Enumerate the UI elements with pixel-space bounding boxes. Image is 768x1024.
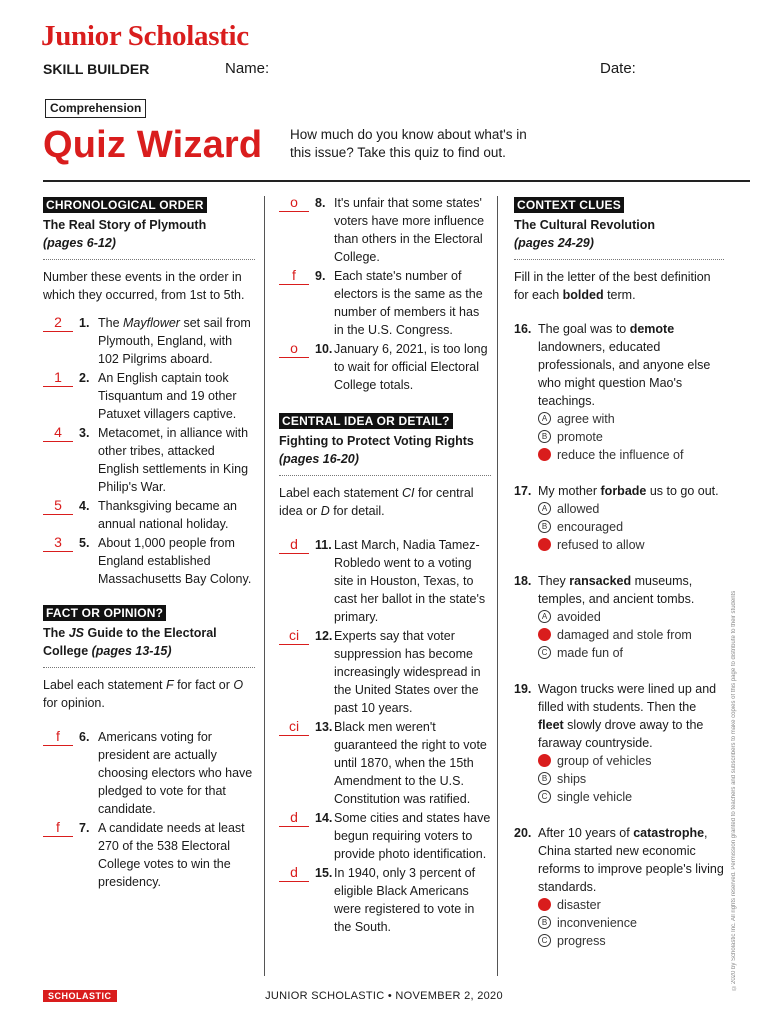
- question-item: [279, 864, 491, 936]
- option-label: reduce the influence of: [557, 448, 684, 462]
- name-label: Name:: [225, 60, 270, 77]
- answer-field[interactable]: 1: [43, 369, 73, 387]
- section-title: Fighting to Protect Voting Rights: [279, 434, 474, 448]
- question-number: 6.: [79, 730, 90, 744]
- question-number: 5.: [79, 536, 90, 550]
- section-pages: (pages 16-20): [279, 452, 359, 466]
- answer-option[interactable]: [538, 410, 724, 428]
- header-divider: [43, 180, 750, 182]
- question-text: Black men weren't guaranteed the right to vote until 1870, when the 15th Amendment to the U.S. Constitution was ratified.: [334, 720, 487, 806]
- question-text: They ransacked museums, temples, and ancient tombs.: [538, 574, 695, 606]
- answer-option[interactable]: [538, 770, 724, 788]
- question-item: [279, 809, 491, 863]
- skill-builder-label: SKILL BUILDER: [43, 61, 150, 77]
- question-item: [43, 497, 255, 533]
- answer-option[interactable]: [538, 788, 724, 806]
- question-item: [514, 482, 724, 554]
- option-label: ships: [557, 772, 587, 786]
- option-label: disaster: [557, 898, 601, 912]
- answer-field[interactable]: o: [279, 194, 309, 212]
- question-item: [43, 424, 255, 496]
- section-tag: CONTEXT CLUES: [514, 197, 624, 213]
- dotted-divider: [279, 475, 491, 476]
- question-text: A candidate needs at least 270 of the 538 Electoral College votes to win the presidency.: [98, 821, 245, 889]
- answer-field[interactable]: 4: [43, 424, 73, 442]
- letter-bubble-icon[interactable]: A: [538, 610, 551, 623]
- answer-option[interactable]: [538, 626, 724, 644]
- footer-issue: JUNIOR SCHOLASTIC • NOVEMBER 2, 2020: [265, 990, 503, 1002]
- column-2: [279, 194, 491, 936]
- option-label: inconvenience: [557, 916, 637, 930]
- answer-option[interactable]: [538, 446, 724, 464]
- answer-field[interactable]: d: [279, 864, 309, 882]
- dotted-divider: [43, 259, 255, 260]
- answer-option[interactable]: [538, 518, 724, 536]
- question-text: Wagon trucks were lined up and filled with students. Then the fleet slowly drove away to the faraway countryside.: [538, 682, 717, 750]
- letter-bubble-icon[interactable]: C: [538, 790, 551, 803]
- section-central-idea: [279, 412, 491, 936]
- intro-text: How much do you know about what's in this issue? Take this quiz to find out.: [290, 127, 527, 160]
- date-label: Date:: [600, 60, 636, 77]
- section-instruction: Fill in the letter of the best definition for each bolded term.: [514, 270, 711, 302]
- section-title: The Cultural Revolution: [514, 218, 655, 232]
- context-clues-list: [514, 320, 724, 950]
- section-tag: CHRONOLOGICAL ORDER: [43, 197, 207, 213]
- question-stem: [514, 680, 724, 752]
- letter-bubble-icon[interactable]: A: [538, 502, 551, 515]
- letter-bubble-icon[interactable]: C: [538, 646, 551, 659]
- question-item: [279, 194, 491, 266]
- question-item: [514, 680, 724, 806]
- question-number: 14.: [315, 811, 333, 825]
- letter-bubble-icon[interactable]: B: [538, 520, 551, 533]
- dotted-divider: [514, 259, 724, 260]
- option-label: progress: [557, 934, 606, 948]
- question-item: [43, 314, 255, 368]
- answer-field[interactable]: 3: [43, 534, 73, 552]
- column-divider-1: [264, 196, 265, 976]
- option-label: allowed: [557, 502, 600, 516]
- column-divider-2: [497, 196, 498, 976]
- option-label: encouraged: [557, 520, 624, 534]
- comprehension-badge: Comprehension: [45, 99, 146, 118]
- question-number: 15.: [315, 866, 333, 880]
- section-title: The JS Guide to the Electoral College (pages 13-15): [43, 626, 217, 658]
- question-item: [279, 340, 491, 394]
- scholastic-logo: SCHOLASTIC: [43, 990, 117, 1002]
- question-text: It's unfair that some states' voters have more influence than others in the Electoral College.: [334, 196, 485, 264]
- section-tag: FACT OR OPINION?: [43, 605, 166, 621]
- answer-option[interactable]: [538, 932, 724, 950]
- section-tag: CENTRAL IDEA OR DETAIL?: [279, 413, 453, 429]
- filled-bubble-icon[interactable]: [538, 448, 551, 461]
- question-item: [43, 369, 255, 423]
- column-1: [43, 196, 255, 891]
- question-item: [43, 534, 255, 588]
- question-text: Americans voting for president are actually choosing electors who have pledged to vote for that candidate.: [98, 730, 253, 816]
- answer-option[interactable]: [538, 536, 724, 554]
- question-text: An English captain took Tisquantum and 19 other Patuxet villagers captive.: [98, 371, 237, 421]
- filled-bubble-icon[interactable]: [538, 754, 551, 767]
- question-text: My mother forbade us to go out.: [538, 484, 719, 498]
- question-item: [279, 536, 491, 626]
- question-item: [514, 824, 724, 950]
- section-title: The Real Story of Plymouth: [43, 218, 207, 232]
- letter-bubble-icon[interactable]: B: [538, 430, 551, 443]
- answer-field[interactable]: d: [279, 809, 309, 827]
- answer-field[interactable]: d: [279, 536, 309, 554]
- section-instruction: Label each statement F for fact or O for opinion.: [43, 678, 244, 710]
- answer-option[interactable]: [538, 896, 724, 914]
- question-number: 20.: [514, 826, 532, 840]
- option-label: made fun of: [557, 646, 624, 660]
- filled-bubble-icon[interactable]: [538, 538, 551, 551]
- filled-bubble-icon[interactable]: [538, 898, 551, 911]
- question-item: [514, 320, 724, 464]
- section-pages: (pages 6-12): [43, 236, 116, 250]
- answer-field[interactable]: 2: [43, 314, 73, 332]
- question-text: January 6, 2021, is too long to wait for official Electoral College totals.: [334, 342, 488, 392]
- answer-field[interactable]: 5: [43, 497, 73, 515]
- option-label: avoided: [557, 610, 601, 624]
- option-label: single vehicle: [557, 790, 633, 804]
- letter-bubble-icon[interactable]: A: [538, 412, 551, 425]
- question-item: [43, 728, 255, 818]
- answer-field[interactable]: ci: [279, 718, 309, 736]
- question-stem: [514, 572, 724, 608]
- question-stem: [514, 482, 724, 500]
- option-label: agree with: [557, 412, 615, 426]
- question-number: 11.: [315, 538, 332, 552]
- question-number: 16.: [514, 322, 532, 336]
- answer-field[interactable]: ci: [279, 627, 309, 645]
- question-text: About 1,000 people from England established Massachusetts Bay Colony.: [98, 536, 252, 586]
- answer-field[interactable]: f: [43, 728, 73, 746]
- answer-option[interactable]: [538, 608, 724, 626]
- question-text: The goal was to demote landowners, educated professionals, and anyone else who might question Mao's teachings.: [538, 322, 711, 408]
- option-label: promote: [557, 430, 603, 444]
- brand-logo: Junior Scholastic: [41, 20, 249, 52]
- question-text: Metacomet, in alliance with other tribes, attacked English settlements in King Philip's War.: [98, 426, 249, 494]
- option-label: damaged and stole from: [557, 628, 692, 642]
- question-text: After 10 years of catastrophe, China started new economic reforms to improve people's living standards.: [538, 826, 724, 894]
- question-number: 2.: [79, 371, 90, 385]
- filled-bubble-icon[interactable]: [538, 628, 551, 641]
- question-number: 1.: [79, 316, 90, 330]
- question-stem: [514, 320, 724, 410]
- question-number: 7.: [79, 821, 90, 835]
- question-text: Experts say that voter suppression has become increasingly widespread in the United States over the past 10 years.: [334, 629, 481, 715]
- answer-option[interactable]: [538, 914, 724, 932]
- option-label: refused to allow: [557, 538, 645, 552]
- question-text: The Mayflower set sail from Plymouth, England, with 102 Pilgrims aboard.: [98, 316, 251, 366]
- question-number: 12.: [315, 629, 333, 643]
- section-instruction: Label each statement CI for central idea or D for detail.: [279, 486, 474, 518]
- answer-field[interactable]: f: [43, 819, 73, 837]
- section-instruction: Number these events in the order in which they occurred, from 1st to 5th.: [43, 270, 245, 302]
- letter-bubble-icon[interactable]: C: [538, 934, 551, 947]
- question-number: 10.: [315, 342, 333, 356]
- question-text: Some cities and states have begun requiring voters to provide photo identification.: [334, 811, 491, 861]
- question-item: [279, 627, 491, 717]
- question-number: 17.: [514, 484, 532, 498]
- section-fact-opinion: [43, 604, 255, 891]
- question-stem: [514, 824, 724, 896]
- answer-option[interactable]: [538, 644, 724, 662]
- dotted-divider: [43, 667, 255, 668]
- question-number: 19.: [514, 682, 532, 696]
- section-pages: (pages 24-29): [514, 236, 594, 250]
- answer-field[interactable]: o: [279, 340, 309, 358]
- question-item: [279, 267, 491, 339]
- question-number: 4.: [79, 499, 90, 513]
- question-text: Each state's number of electors is the same as the number of members it has in the U.S. Congress.: [334, 269, 483, 337]
- letter-bubble-icon[interactable]: B: [538, 916, 551, 929]
- page-title: Quiz Wizard: [43, 124, 263, 166]
- copyright-notice: ©2020 by Scholastic Inc. All rights reserved. Permission granted to teachers and subscribers to make copies of this page to distribute to their students: [731, 590, 737, 990]
- question-text: Last March, Nadia Tamez-Robledo went to a voting site in Houston, Texas, to cast her ballot in the state's primary.: [334, 538, 486, 624]
- section-chronological: [43, 196, 255, 588]
- column-3: [514, 196, 724, 950]
- answer-option[interactable]: [538, 428, 724, 446]
- question-number: 13.: [315, 720, 333, 734]
- question-number: 8.: [315, 196, 326, 210]
- letter-bubble-icon[interactable]: B: [538, 772, 551, 785]
- question-item: [279, 718, 491, 808]
- question-text: Thanksgiving became an annual national holiday.: [98, 499, 237, 531]
- question-item: [43, 819, 255, 891]
- question-item: [514, 572, 724, 662]
- option-label: group of vehicles: [557, 754, 652, 768]
- answer-option[interactable]: [538, 752, 724, 770]
- question-number: 3.: [79, 426, 90, 440]
- question-text: In 1940, only 3 percent of eligible Black Americans were registered to vote in the South.: [334, 866, 476, 934]
- answer-option[interactable]: [538, 500, 724, 518]
- answer-field[interactable]: f: [279, 267, 309, 285]
- question-number: 18.: [514, 574, 532, 588]
- question-number: 9.: [315, 269, 326, 283]
